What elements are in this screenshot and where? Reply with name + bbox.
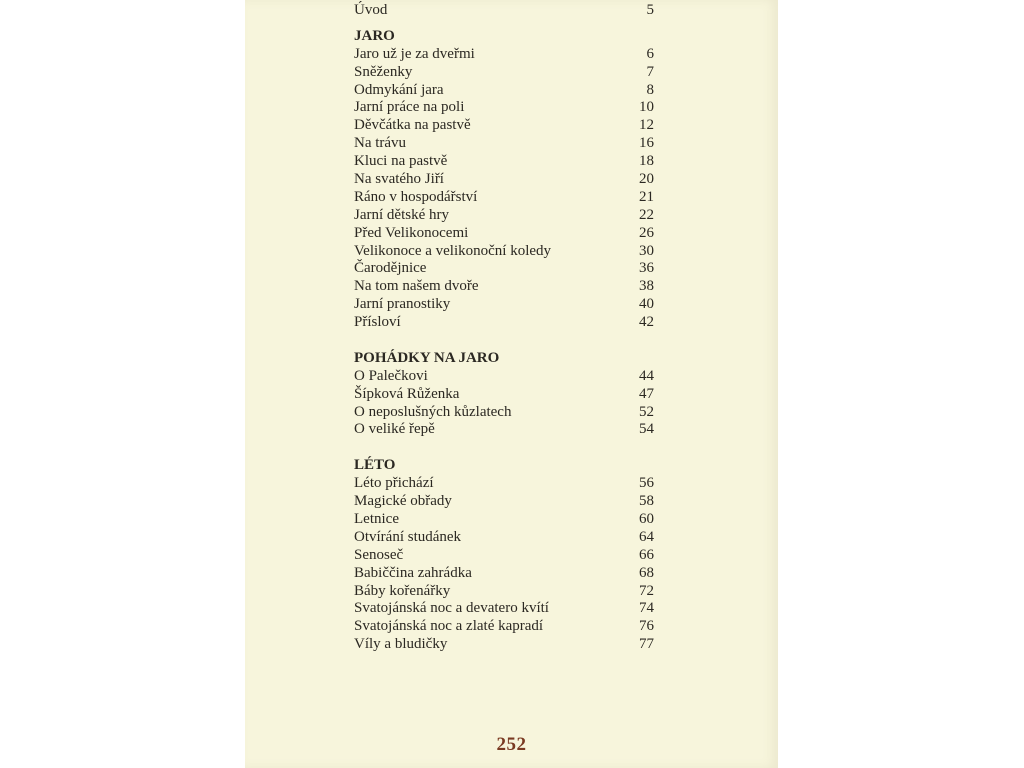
toc-entry [354,547,654,565]
toc-entry-page: 54 [639,421,654,438]
toc-entry [354,600,654,618]
toc-entry-title: Odmykání jara [354,81,444,98]
toc-entry-page: 26 [639,224,654,241]
toc-entry [354,135,654,153]
toc-entry-page: 64 [639,528,654,545]
toc-entry [354,386,654,404]
toc-entry [354,368,654,386]
toc-entry-page: 44 [639,367,654,384]
toc-entry [354,565,654,583]
toc-entry [354,314,654,332]
toc-entry-page: 52 [639,403,654,420]
toc-entry-page: 7 [646,63,654,80]
toc-entry-title: Velikonoce a velikonoční koledy [354,242,552,259]
toc-entry-page: 56 [639,475,654,492]
toc-entry-title: Jarní pranostiky [354,296,451,313]
toc-entry-page: 6 [646,45,654,62]
toc-entry [354,153,654,171]
toc-entry-title: Jaro už je za dveřmi [354,45,475,62]
toc-entry [354,260,654,278]
toc-entry-title: Čarodějnice [354,260,427,277]
toc-entry-page: 58 [639,493,654,510]
toc-entry [354,117,654,135]
toc-entry-title: Kluci na pastvě [354,153,448,170]
toc-entry-title: Léto přichází [354,475,434,492]
toc-entry-title: Děvčátka na pastvě [354,117,471,134]
toc-entry [354,99,654,117]
toc-entry-title: Ráno v hospodářství [354,188,478,205]
toc-entry-page: 12 [639,117,654,134]
section-list-pohadky-na-jaro [354,368,654,440]
page-number: 252 [496,734,527,755]
toc-entry-title: Na tom našem dvoře [354,278,479,295]
toc-entry-page: 21 [639,188,654,205]
toc-entry [354,64,654,82]
toc-entry-page: 8 [646,81,654,98]
toc-entry [354,189,654,207]
toc-entry-title: Svatojánská noc a zlaté kapradí [354,618,544,635]
section-heading-jaro: JARO [354,27,395,44]
toc-entry-title: Před Velikonocemi [354,224,469,241]
toc-entry-title: Svatojánská noc a devatero kvítí [354,600,549,617]
toc-entry-title: O Palečkovi [354,367,428,384]
toc-entry-title: Jarní práce na poli [354,99,465,116]
section-heading-leto: LÉTO [354,457,396,474]
toc-entry-title: Přísloví [354,314,401,331]
toc-entry-intro [354,2,654,20]
toc-entry-page: 60 [639,510,654,527]
toc-entry-page: 22 [639,206,654,223]
toc-entry [354,82,654,100]
toc-entry-title: Letnice [354,510,399,527]
section-heading-pohadky-na-jaro: POHÁDKY NA JARO [354,349,500,366]
toc-entry [354,278,654,296]
toc-entry [354,404,654,422]
toc-entry-page: 16 [639,135,654,152]
toc-entry [354,583,654,601]
toc-entry [354,421,654,439]
toc-entry-title: Na svatého Jiří [354,171,444,188]
toc-entry-page: 10 [639,99,654,116]
toc-entry-page: 18 [639,153,654,170]
toc-entry-title: Sněženky [354,63,413,80]
section-list-jaro [354,46,654,332]
toc-entry-page: 40 [639,296,654,313]
toc-entry-title: Magické obřady [354,493,452,510]
toc-entry-title: Babiččina zahrádka [354,564,472,581]
toc-entry-title: O neposlušných kůzlatech [354,403,512,420]
toc-entry-page: 74 [639,600,654,617]
toc-entry-title: Na trávu [354,135,407,152]
section-list-leto [354,475,654,654]
toc-entry [354,511,654,529]
toc-entry-page: 68 [639,564,654,581]
table-of-contents [354,2,654,654]
toc-entry-title: Jarní dětské hry [354,206,449,223]
toc-entry [354,243,654,261]
toc-entry [354,296,654,314]
toc-entry-page: 20 [639,171,654,188]
toc-entry-page: 5 [646,2,654,18]
toc-entry-page: 42 [639,314,654,331]
toc-entry [354,475,654,493]
toc-entry [354,207,654,225]
toc-entry-page: 38 [639,278,654,295]
toc-entry-title: Senoseč [354,546,404,563]
toc-entry [354,46,654,64]
toc-entry [354,493,654,511]
toc-entry-page: 76 [639,618,654,635]
toc-entry-page: 30 [639,242,654,259]
toc-entry-page: 66 [639,546,654,563]
toc-entry-title: Šípková Růženka [354,385,460,402]
toc-entry-title: Báby kořenářky [354,582,451,599]
toc-entry-page: 72 [639,582,654,599]
toc-entry [354,618,654,636]
toc-entry-title: Úvod [354,2,388,18]
toc-entry-page: 36 [639,260,654,277]
toc-entry [354,529,654,547]
toc-entry [354,225,654,243]
toc-entry-title: Otvírání studánek [354,528,462,545]
toc-entry-page: 47 [639,385,654,402]
toc-entry-page: 77 [639,636,654,653]
toc-entry [354,636,654,654]
toc-entry-title: Víly a bludičky [354,636,448,653]
toc-entry-title: O veliké řepě [354,421,435,438]
toc-entry [354,171,654,189]
